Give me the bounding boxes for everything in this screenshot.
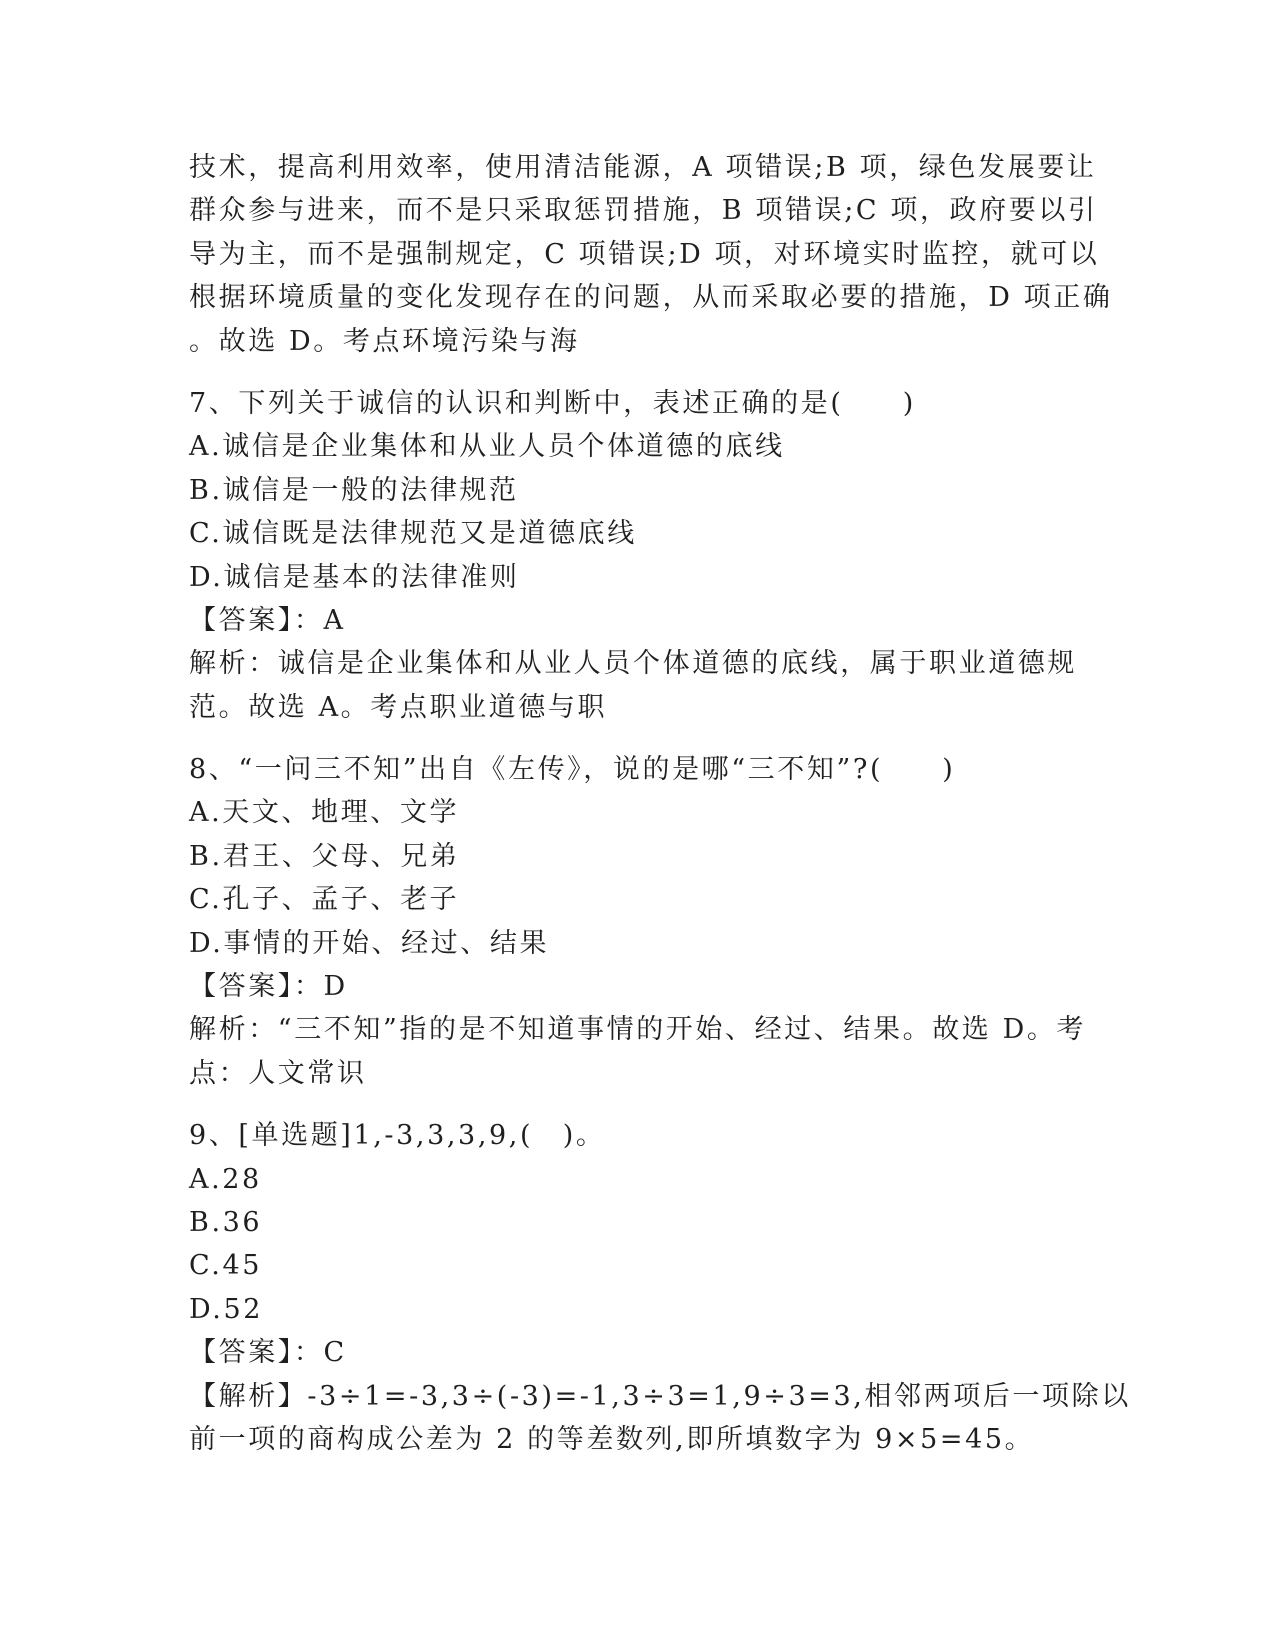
answer-text: 【答案】：D xyxy=(189,971,348,1003)
answer-text: 【答案】：A xyxy=(189,604,346,636)
option-d: D.诚信是基本的法律准则 xyxy=(189,561,520,593)
option-a: A.28 xyxy=(189,1163,262,1195)
text-line: 群众参与进来，而不是只采取惩罚措施，B 项错误;C 项，政府要以引 xyxy=(189,195,1098,227)
paragraph-gap xyxy=(189,729,1089,748)
paragraph-gap xyxy=(189,1095,1089,1114)
option-a: A.天文、地理、文学 xyxy=(189,797,460,829)
paragraph-gap xyxy=(189,363,1089,382)
answer-text: 【答案】：C xyxy=(189,1337,347,1369)
question-text: 7、下列关于诚信的认识和判断中，表述正确的是( ) xyxy=(189,387,916,419)
question-text: 8、“一问三不知”出自《左传》，说的是哪“三不知”?( ) xyxy=(189,754,956,786)
question-7 xyxy=(189,382,1089,729)
analysis-line: 解析：诚信是企业集体和从业人员个体道德的底线，属于职业道德规 xyxy=(189,648,1077,680)
analysis-line: 【解析】-3÷1=-3,3÷(-3)=-1,3÷3=1,9÷3=3,相邻两项后一项除以 xyxy=(189,1380,1131,1412)
option-b: B.36 xyxy=(189,1206,263,1238)
option-d: D.事情的开始、经过、结果 xyxy=(189,927,550,959)
text-line: 导为主，而不是强制规定，C 项错误;D 项，对环境实时监控，就可以 xyxy=(189,238,1100,270)
question-9 xyxy=(189,1114,1131,1461)
text-line: 技术，提高利用效率，使用清洁能源，A 项错误;B 项，绿色发展要让 xyxy=(189,152,1097,183)
document-content xyxy=(189,146,1131,1461)
analysis-line: 点：人文常识 xyxy=(189,1057,367,1089)
question-text: 9、[单选题]1,-3,3,3,9,( )。 xyxy=(189,1120,606,1152)
text-line: 。故选 D。考点环境污染与海 xyxy=(189,325,580,357)
analysis-line: 范。故选 A。考点职业道德与职 xyxy=(189,691,608,723)
option-c: C.诚信既是法律规范又是道德底线 xyxy=(189,518,637,550)
option-d: D.52 xyxy=(189,1293,264,1325)
analysis-line: 前一项的商构成公差为 2 的等差数列,即所填数字为 9×5=45。 xyxy=(189,1423,1035,1455)
option-c: C.孔子、孟子、老子 xyxy=(189,884,460,916)
option-b: B.君王、父母、兄弟 xyxy=(189,840,460,872)
intro-analysis xyxy=(189,146,1113,363)
option-c: C.45 xyxy=(189,1250,263,1282)
analysis-line: 解析：“三不知”指的是不知道事情的开始、经过、结果。故选 D。考 xyxy=(189,1014,1087,1046)
option-b: B.诚信是一般的法律规范 xyxy=(189,474,519,506)
text-line: 根据环境质量的变化发现存在的问题，从而采取必要的措施，D 项正确 xyxy=(189,282,1113,314)
option-a: A.诚信是企业集体和从业人员个体道德的底线 xyxy=(189,431,785,463)
question-8 xyxy=(189,748,1089,1095)
